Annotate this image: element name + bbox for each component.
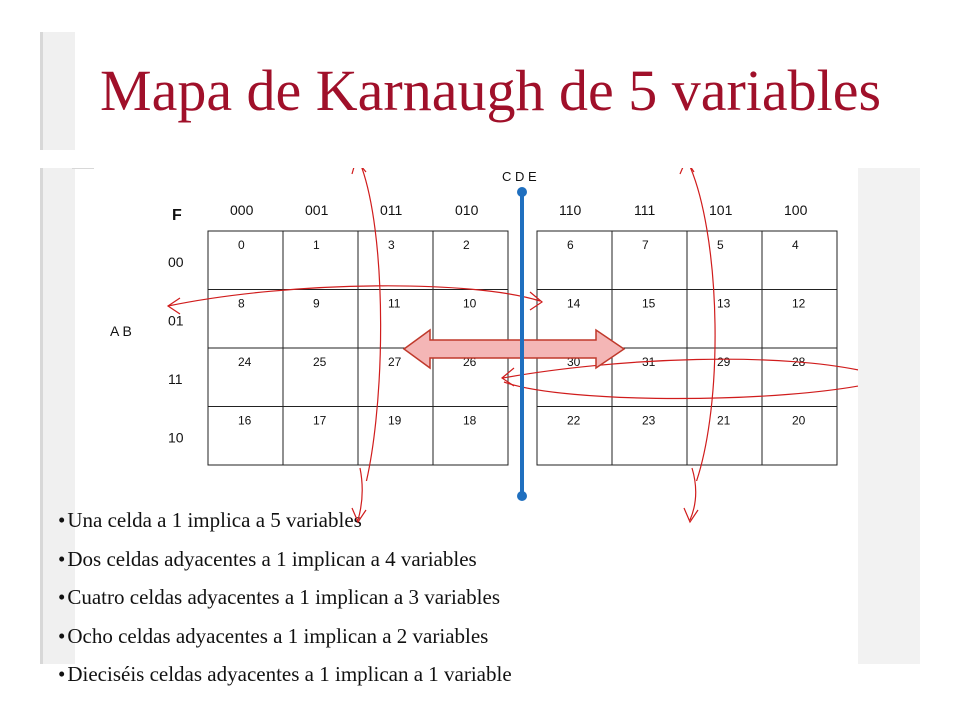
- column-code-label: 111: [634, 202, 656, 218]
- row-code-label: 11: [168, 371, 183, 387]
- kmap-cell-value: 24: [238, 355, 252, 369]
- row-code-label: 00: [168, 254, 184, 270]
- mirror-axis-endpoint: [517, 187, 527, 197]
- karnaugh-map-panel: [94, 168, 858, 481]
- bullet-text: Dieciséis celdas adyacentes a 1 implican a 1 variable: [67, 662, 512, 686]
- kmap-cell-value: 23: [642, 413, 656, 428]
- kmap-cell-value: 21: [717, 413, 731, 428]
- row-variables-label: A B: [110, 323, 132, 339]
- kmap-cell-value: 8: [238, 296, 245, 311]
- kmap-cell: [208, 290, 283, 349]
- bullet-text: Una celda a 1 implica a 5 variables: [67, 508, 362, 532]
- kmap-cell-value: 10: [463, 296, 477, 311]
- slide-title: Mapa de Karnaugh de 5 variables: [100, 58, 882, 123]
- bullet-item: •Dieciséis celdas adyacentes a 1 implican a 1 variable: [58, 662, 512, 686]
- kmap-cell-value: 17: [313, 413, 327, 428]
- decor-bar-top: [40, 32, 75, 150]
- karnaugh-map-diagram: [94, 168, 858, 481]
- row-code-label: 10: [168, 429, 184, 446]
- column-code-label: 101: [709, 202, 733, 218]
- column-code-label: 001: [305, 202, 329, 218]
- adjacency-arrow: [504, 382, 858, 399]
- bullet-text: Cuatro celdas adyacentes a 1 implican a 3 variables: [67, 585, 501, 609]
- kmap-cell-value: 27: [388, 355, 402, 369]
- column-code-label: 110: [559, 202, 582, 218]
- kmap-cell-value: 30: [567, 355, 581, 369]
- kmap-cell-value: 4: [792, 238, 799, 252]
- bullet-item: •Cuatro celdas adyacentes a 1 implican a 3 variables: [58, 585, 501, 609]
- kmap-cell-value: 20: [792, 413, 806, 428]
- mirror-axis-endpoint: [517, 491, 527, 501]
- bullet-item: •Dos celdas adyacentes a 1 implican a 4 variables: [58, 546, 477, 571]
- kmap-cell-value: 13: [717, 296, 731, 311]
- column-variables-label: C D E: [502, 169, 537, 184]
- kmap-cell: [283, 290, 358, 349]
- kmap-cell-value: 26: [463, 355, 477, 369]
- output-label: F: [172, 207, 182, 224]
- kmap-cell-value: 14: [567, 296, 581, 311]
- kmap-cell-value: 2: [463, 238, 470, 252]
- kmap-cell-value: 15: [642, 296, 656, 311]
- kmap-cell-value: 31: [642, 355, 656, 369]
- column-code-label: 011: [380, 202, 403, 218]
- kmap-cell-value: 1: [313, 238, 320, 252]
- kmap-cell: [762, 231, 837, 290]
- kmap-cell-value: 3: [388, 238, 395, 252]
- kmap-cell-value: 16: [238, 413, 252, 428]
- kmap-cell-value: 19: [388, 413, 402, 428]
- kmap-cell: [687, 231, 762, 290]
- column-code-label: 010: [455, 202, 479, 218]
- column-code-label: 100: [784, 202, 808, 218]
- mirror-double-arrow: [404, 330, 624, 368]
- column-code-label: 000: [230, 202, 254, 218]
- row-code-label: 01: [168, 312, 184, 329]
- kmap-cell-value: 22: [567, 413, 581, 428]
- kmap-cell-value: 7: [642, 238, 649, 252]
- kmap-cell-value: 9: [313, 296, 320, 311]
- kmap-cell: [358, 231, 433, 290]
- kmap-cell-value: 29: [717, 355, 731, 369]
- bullet-item: •Una celda a 1 implica a 5 variables: [58, 508, 362, 532]
- kmap-cell-value: 28: [792, 355, 806, 369]
- kmap-cell-value: 0: [238, 238, 245, 252]
- kmap-cell-value: 12: [792, 296, 806, 311]
- bullet-list: [58, 506, 918, 699]
- adjacency-arrow-head: [530, 292, 542, 310]
- kmap-cell-value: 18: [463, 413, 477, 428]
- kmap-cell: [537, 231, 612, 290]
- kmap-cell: [283, 231, 358, 290]
- kmap-cell-value: 6: [567, 238, 574, 252]
- bullet-text: Dos celdas adyacentes a 1 implican a 4 variables: [67, 546, 477, 571]
- adjacency-arrow: [358, 168, 381, 481]
- kmap-cell: [433, 231, 508, 290]
- kmap-cell-value: 25: [313, 355, 327, 369]
- kmap-cell-value: 11: [388, 296, 401, 311]
- bullet-item: •Ocho celdas adyacentes a 1 implican a 2 variables: [58, 623, 489, 648]
- kmap-cell: [208, 231, 283, 290]
- adjacency-arrow: [168, 286, 540, 306]
- kmap-cell-value: 5: [717, 238, 724, 252]
- kmap-cell: [612, 231, 687, 290]
- bullet-text: Ocho celdas adyacentes a 1 implican a 2 variables: [67, 623, 489, 648]
